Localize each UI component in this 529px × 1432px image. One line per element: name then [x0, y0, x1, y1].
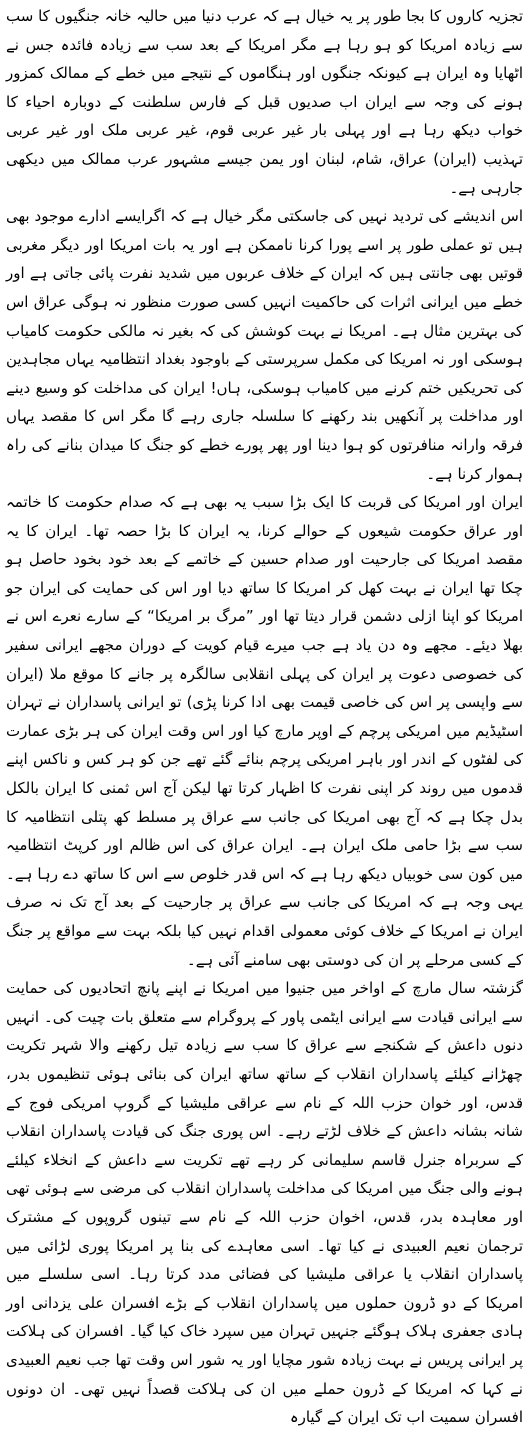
article-paragraph: ایران اور امریکا کی قربت کا ایک بڑا سبب یہ بھی ہے کہ صدام حکومت کا خاتمہ اور عراق حکومت شیعوں کے حوالے کرنا، یہ ایران کا بڑا حصہ تھا۔ ایران کا یہ مقصد امریکا کی جارحیت اور صدام حسین کے خاتمے کے بعد خود بخود حاصل ہو چکا تھا ایران نے بہت کھل کر امریکا کا ساتھ دیا اور اس کی حمایت کی ایران جو امریکا کو اپنا ازلی دشمن قرار دیتا تھا اور ”مرگ بر امریکا“ کے سارے نعرے اس نے بھلا دیئے۔ مجھے وہ دن یاد ہے جب میرے قیام کویت کے دوران مجھے ایرانی سفیر کی خصوصی دعوت پر ایران کی پہلی انقلابی سالگرہ پر جانے کا موقع ملا (ایران سے واپسی پر اس کی خاصی قیمت بھی ادا کرنا پڑی) تو ایرانی پاسداران نے تہران اسٹیڈیم میں امریکی پرچم کے اوپر مارچ کیا اور اس وقت ایران کی ہر بڑی عمارت کی لفٹوں کے اندر اور باہر امریکی پرچم بنائے گئے تھے جن کو ہر کس و ناکس اپنے قدموں میں روند کر اپنی نفرت کا اظہار کرتا تھا لیکن آج اس ثمنی کا ایران بالکل بدل چکا ہے کہ آج بھی امریکا کی جانب سے عراق پر مسلط کھ پتلی انتظامیہ کا سب سے بڑا حامی ملک ایران ہے۔ ایران عراق کی اس ظالم اور کرپٹ انتظامیہ میں کون سی خوبیاں دیکھ رہا ہے کہ اس قدر خلوص سے اس کا ساتھ دے رہا ہے۔ یہی وجہ ہے کہ امریکا کی جانب سے عراق پر جارحیت کے بعد آج تک نہ صرف ایران نے امریکا کے خلاف کوئی معمولی اقدام نہیں کیا بلکہ بہت سے مواقع پر جنگ کے کسی مرحلے پر ان کی دوستی بھی سامنے آئی ہے۔	[6, 493, 523, 969]
article-paragraph: گزشتہ سال مارچ کے اواخر میں جنیوا میں امریکا نے اپنے پانچ اتحادیوں کی حمایت سے ایرانی قیادت سے ایرانی ایٹمی پاور کے پروگرام سے متعلق بات چیت کی۔ انہیں دنوں داعش کے شکنجے سے عراق کا سب سے زیادہ تیل رکھنے والا شہر تکریت چھڑانے کیلئے پاسداران انقلاب کے ساتھ ساتھ ایران کی بنائی ہوئی تنظیموں بدر، قدس، اور خوان حزب اللہ کے نام سے عراقی ملیشیا کے گروپ امریکی فوج کے شانہ بشانہ داعش کے خلاف لڑتے رہے۔ اس پوری جنگ کی قیادت پاسداران انقلاب کے سربراہ جنرل قاسم سلیمانی کر رہے تھے تکریت سے داعش کے انخلاء کیلئے ہونے والی جنگ میں امریکا کی مداخلت پاسداران انقلاب کی مرضی سے ہوئی تھی اور معاہدہ بدر، قدس، اخوان حزب اللہ کے نام سے تینوں گروپوں کے مشترک ترجمان نعیم العبیدی نے کیا تھا۔ اسی معاہدے کی بنا پر امریکا پوری لڑائی میں پاسداران انقلاب یا عراقی ملیشیا کی فضائی مدد کرتا رہا۔ اسی سلسلے میں امریکا کے دو ڈرون حملوں میں پاسداران انقلاب کے بڑے افسران علی یزدانی اور ہادی جعفری ہلاک ہوگئے جنہیں تہران میں سپرد خاک کیا گیا۔ افسران کی ہلاکت پر ایرانی پریس نے بہت زیادہ شور مچایا اور یہ شور اس وقت تھا جب نعیم العبیدی نے کہا کہ امریکا کے ڈرون حملے میں ان کی ہلاکت قصداً نہیں تھی۔ ان دونوں افسران سمیت اب تک ایران کے گیارہ	[6, 979, 523, 1427]
article-paragraph: تجزیہ کاروں کا بجا طور پر یہ خیال ہے کہ عرب دنیا میں حالیہ خانہ جنگیوں کا سب سے زیادہ امریکا کو ہو رہا ہے مگر امریکا کے بعد سب سے زیادہ فائدہ جس نے اٹھایا وہ ایران ہے کیونکہ جنگوں اور ہنگاموں کے نتیجے میں خطے کے ممالک کمزور ہونے کی وجہ سے ایران اب صدیوں قبل کے فارس سلطنت کے دوبارہ احیاء کا خواب دیکھ رہا ہے اور پہلی بار غیر عربی قوم، غیر عربی ملک اور غیر عربی تہذیب (ایران) عراق، شام، لبنان اور یمن جیسے مشہور عرب ممالک میں دیکھی جارہی ہے۔	[6, 7, 523, 197]
article-paragraph: اس اندیشے کی تردید نہیں کی جاسکتی مگر خیال ہے کہ اگرایسے ادارے موجود بھی ہیں تو عملی طور پر اسے پورا کرنا ناممکن ہے اور یہ بات امریکا اور دیگر مغربی قوتیں بھی جانتی ہیں کہ ایران کے خلاف عربوں میں شدید نفرت پائی جاتی ہے اور خطے میں ایرانی اثرات کی حاکمیت انہیں کسی صورت منظور نہ ہوگی عراق اس کی بہترین مثال ہے۔ امریکا نے بہت کوشش کی کہ بغیر نہ مالکی حکومت کامیاب ہوسکی اور نہ امریکا کی مکمل سرپرستی کے باوجود بغداد انتظامیہ یہاں مجاہدین کی تحریکیں ختم کرنے میں کامیاب ہوسکی، ہاں! ایران کی مداخلت کو وسیع دینے اور مداخلت پر آنکھیں بند رکھنے کا سلسلہ جاری رہے گا مگر اس کا مقصد یہاں فرقہ وارانہ منافرتوں کو ہوا دینا اور پھر پورے خطے کو جنگ کا میدان بنانے کی راہ ہموار کرنا ہے۔	[6, 207, 523, 483]
